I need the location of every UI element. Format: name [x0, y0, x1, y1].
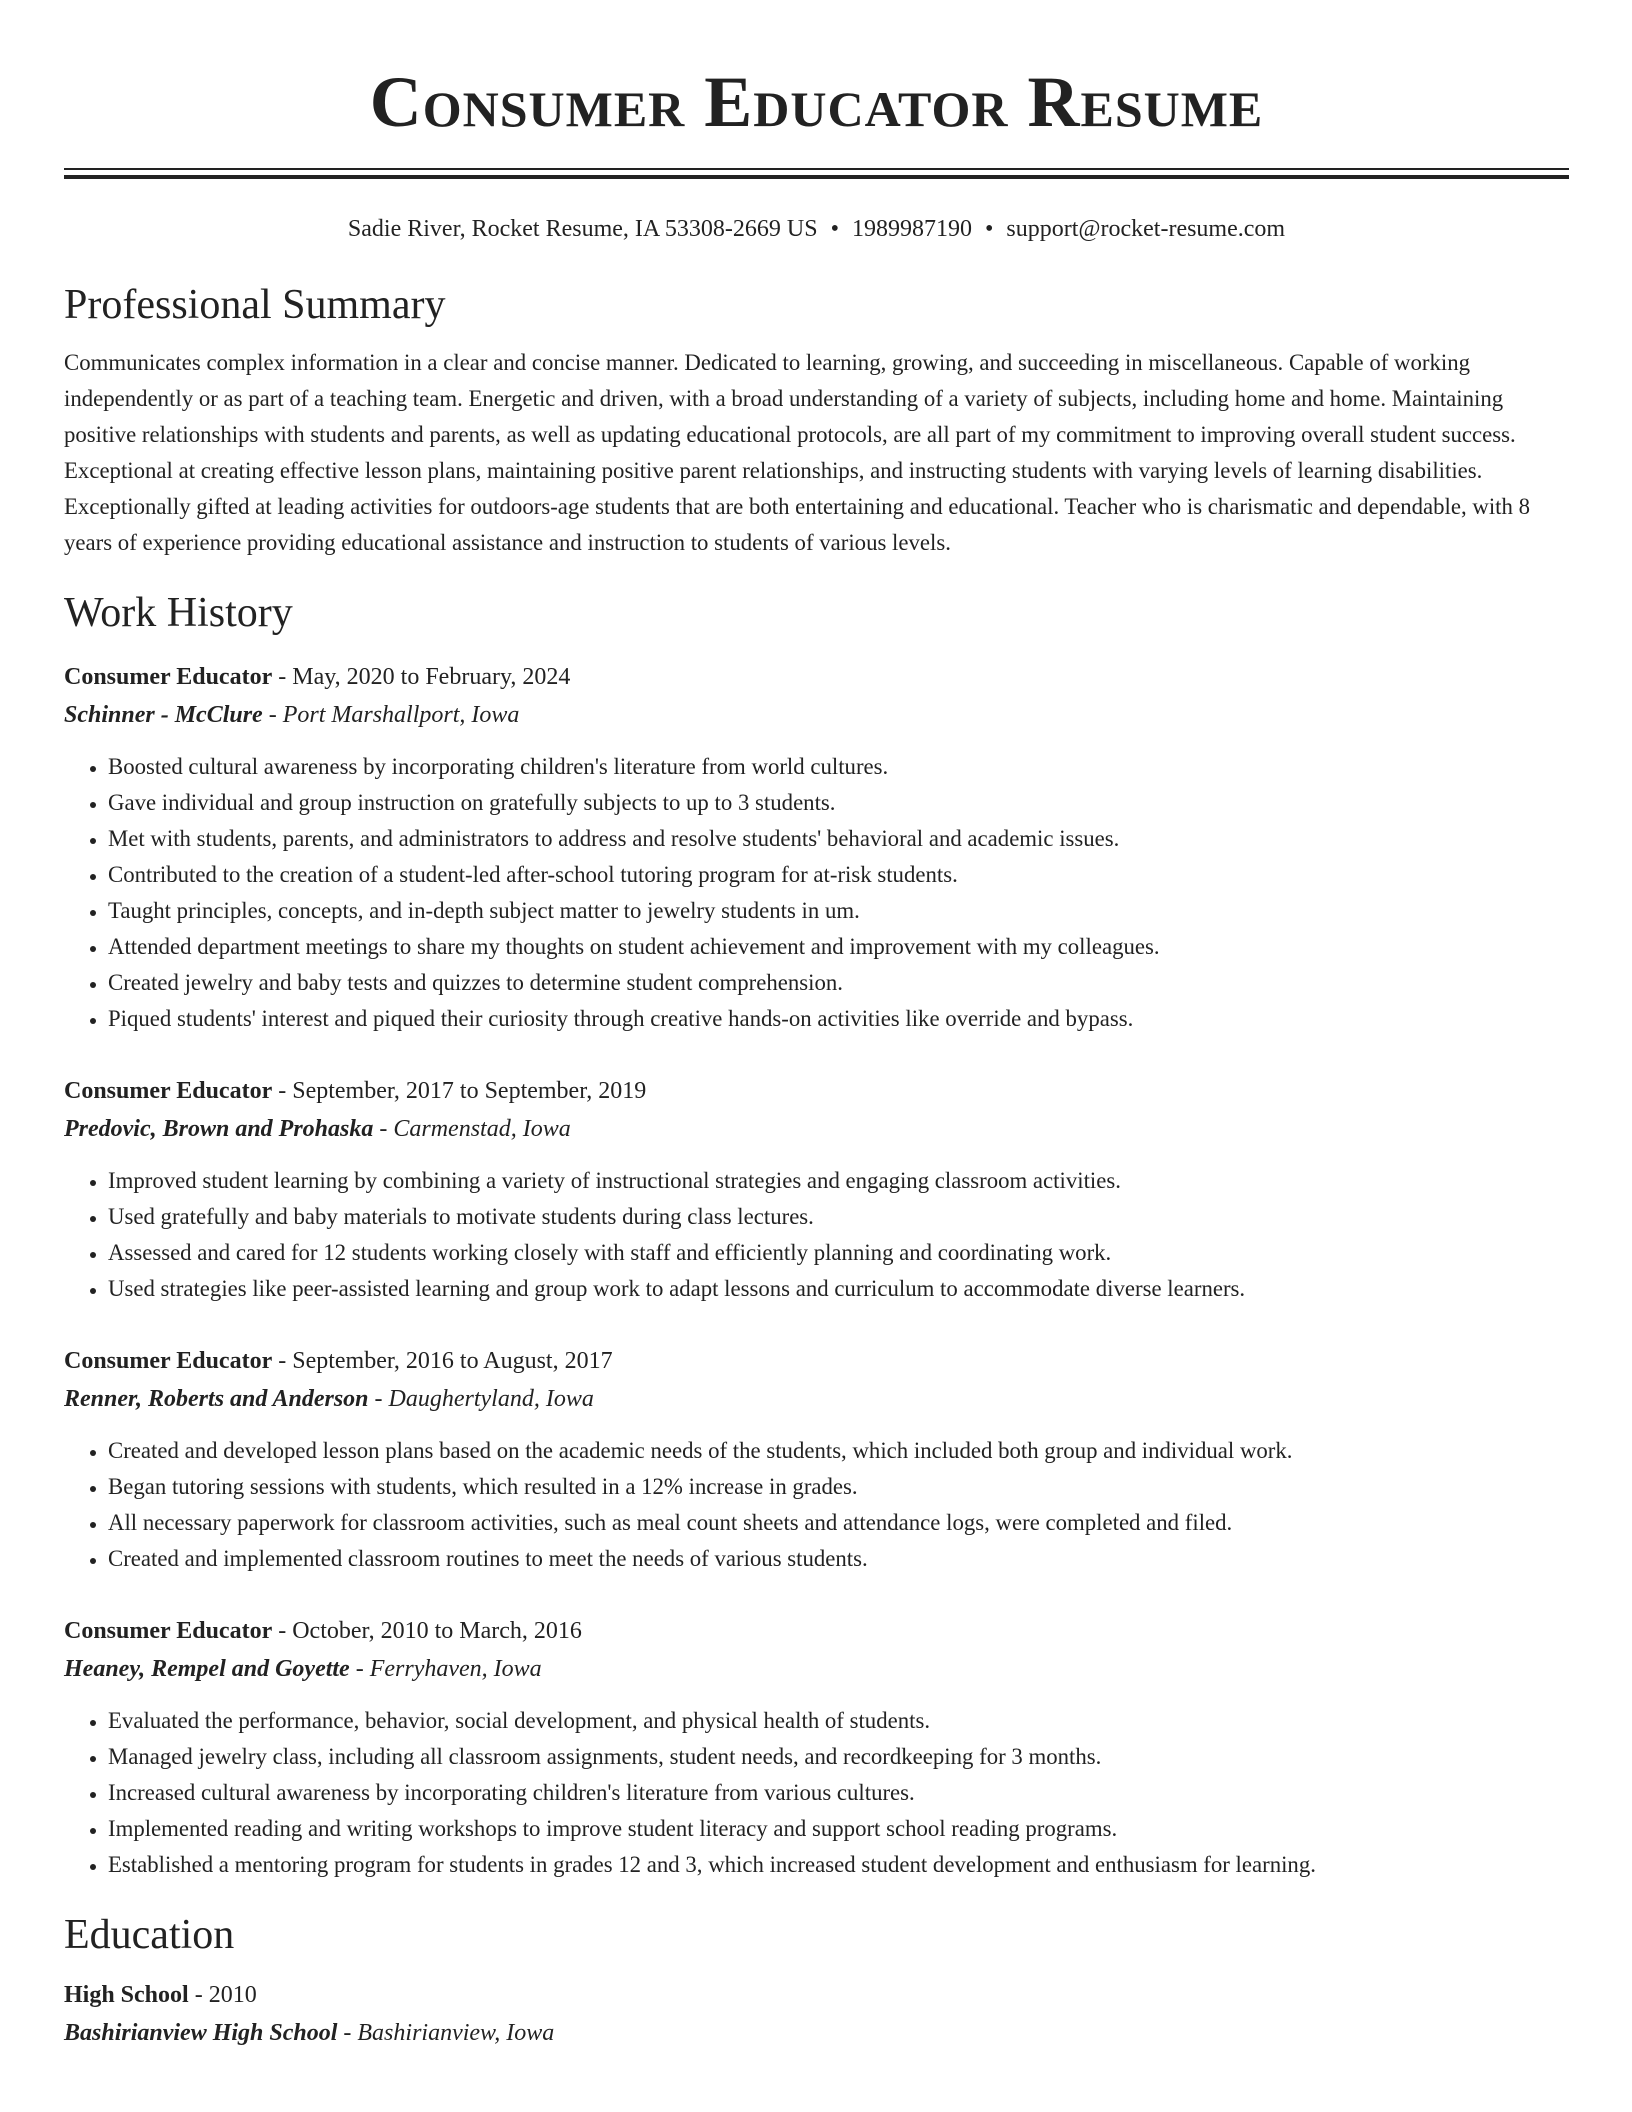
job-company: Predovic, Brown and Prohaska	[64, 1116, 374, 1142]
job-bullet: • Created and implemented classroom routines to meet the needs of various students.	[108, 1541, 1569, 1577]
job-title: Consumer Educator	[64, 664, 273, 690]
education-school-line	[64, 2014, 1569, 2052]
job-bullet: • Attended department meetings to share my thoughts on student achievement and improvement with my colleagues.	[108, 929, 1569, 965]
job-location: - Carmenstad, Iowa	[373, 1116, 571, 1142]
job-bullet: • Created and developed lesson plans based on the academic needs of the students, which included both group and individual work.	[108, 1433, 1569, 1469]
job-bullet: • Improved student learning by combining a variety of instructional strategies and engaging classroom activities.	[108, 1163, 1569, 1199]
job-bullet: • Assessed and cared for 12 students working closely with staff and efficiently planning and coordinating work.	[108, 1235, 1569, 1271]
job-bullet-list	[64, 1163, 1569, 1307]
job-bullet: • Boosted cultural awareness by incorporating children's literature from world cultures.	[108, 749, 1569, 785]
education-school: Bashirianview High School	[64, 2020, 338, 2046]
job-header-line	[64, 1612, 1569, 1650]
job-bullet: • Met with students, parents, and administrators to address and resolve students' behavioral and academic issues.	[108, 821, 1569, 857]
work-history-heading: Work History	[64, 590, 293, 636]
job-header-line	[64, 658, 1569, 696]
job-company-line	[64, 1650, 1569, 1688]
job-dates: - October, 2010 to March, 2016	[272, 1618, 582, 1644]
job-bullet: • Piqued students' interest and piqued their curiosity through creative hands-on activities like override and bypass.	[108, 1001, 1569, 1037]
job-company: Renner, Roberts and Anderson	[64, 1386, 369, 1412]
job-company: Schinner - McClure	[64, 702, 263, 728]
job-entry	[64, 1342, 1569, 1577]
job-title: Consumer Educator	[64, 1618, 273, 1644]
education-year: - 2010	[188, 1982, 257, 2008]
divider-thin-line	[64, 168, 1569, 170]
job-company-line	[64, 1110, 1569, 1148]
resume-title: Consumer Educator Resume	[369, 62, 1264, 142]
job-header-line	[64, 1342, 1569, 1380]
divider-thick-line	[64, 175, 1569, 179]
job-bullet: • Contributed to the creation of a student-led after-school tutoring program for at-risk students.	[108, 857, 1569, 893]
job-dates: - September, 2017 to September, 2019	[272, 1078, 647, 1104]
contact-line	[64, 214, 1569, 244]
job-title: Consumer Educator	[64, 1078, 273, 1104]
title-divider	[64, 168, 1569, 179]
job-entry	[64, 658, 1569, 1037]
job-bullet: • Evaluated the performance, behavior, social development, and physical health of students.	[108, 1703, 1569, 1739]
job-entry	[64, 1072, 1569, 1307]
job-header-line	[64, 1072, 1569, 1110]
job-bullet: • Used strategies like peer-assisted learning and group work to adapt lessons and curriculum to accommodate diverse learners.	[108, 1271, 1569, 1307]
education-location: - Bashirianview, Iowa	[337, 2020, 555, 2046]
resume-page	[64, 0, 1569, 2052]
contact-email: support@rocket-resume.com	[1006, 216, 1286, 242]
education-heading: Education	[64, 1912, 235, 1958]
job-bullet-list	[64, 749, 1569, 1037]
job-location: - Ferryhaven, Iowa	[349, 1656, 542, 1682]
work-history-list	[64, 658, 1569, 1883]
job-entry	[64, 1612, 1569, 1883]
summary-heading: Professional Summary	[64, 282, 446, 328]
contact-separator: •	[830, 216, 839, 242]
education-degree-line	[64, 1976, 1569, 2014]
contact-phone: 1989987190	[851, 216, 972, 242]
job-bullet: • Taught principles, concepts, and in-depth subject matter to jewelry students in um.	[108, 893, 1569, 929]
job-company-line	[64, 696, 1569, 734]
job-location: - Daughertyland, Iowa	[368, 1386, 594, 1412]
job-bullet: • Began tutoring sessions with students, which resulted in a 12% increase in grades.	[108, 1469, 1569, 1505]
job-bullet: • All necessary paperwork for classroom activities, such as meal count sheets and attendance logs, were completed and filed.	[108, 1505, 1569, 1541]
job-bullet: • Created jewelry and baby tests and quizzes to determine student comprehension.	[108, 965, 1569, 1001]
job-bullet: • Established a mentoring program for students in grades 12 and 3, which increased student development and enthusiasm for learning.	[108, 1847, 1569, 1883]
contact-address: Sadie River, Rocket Resume, IA 53308-2669 US	[347, 216, 818, 242]
job-bullet-list	[64, 1703, 1569, 1883]
job-bullet: • Managed jewelry class, including all classroom assignments, student needs, and recordkeeping for 3 months.	[108, 1739, 1569, 1775]
job-company: Heaney, Rempel and Goyette	[64, 1656, 350, 1682]
summary-text: Communicates complex information in a clear and concise manner. Dedicated to learning, growing, and succeeding in miscellaneous. Capable of working independently or as part of a teaching team. Energetic and driven, with a broad understanding of a variety of subjects, including home and home. Maintaining positive relationships with students and parents, as well as updating educational protocols, are all part of my commitment to improving overall student success. Exceptional at creating effective lesson plans, maintaining positive parent relationships, and instructing students with varying levels of learning disabilities. Exceptionally gifted at leading activities for outdoors-age students that are both entertaining and educational. Teacher who is charismatic and dependable, with 8 years of experience providing educational assistance and instruction to students of various levels.	[64, 350, 1530, 555]
job-title: Consumer Educator	[64, 1348, 273, 1374]
education-degree: High School	[64, 1982, 189, 2008]
job-company-line	[64, 1380, 1569, 1418]
job-bullet: • Implemented reading and writing workshops to improve student literacy and support school reading programs.	[108, 1811, 1569, 1847]
job-bullet: • Increased cultural awareness by incorporating children's literature from various cultures.	[108, 1775, 1569, 1811]
job-bullet-list	[64, 1433, 1569, 1577]
job-bullet: • Used gratefully and baby materials to motivate students during class lectures.	[108, 1199, 1569, 1235]
job-location: - Port Marshallport, Iowa	[262, 702, 520, 728]
job-dates: - September, 2016 to August, 2017	[272, 1348, 613, 1374]
contact-separator: •	[984, 216, 994, 242]
job-bullet: • Gave individual and group instruction on gratefully subjects to up to 3 students.	[108, 785, 1569, 821]
job-dates: - May, 2020 to February, 2024	[272, 664, 571, 690]
